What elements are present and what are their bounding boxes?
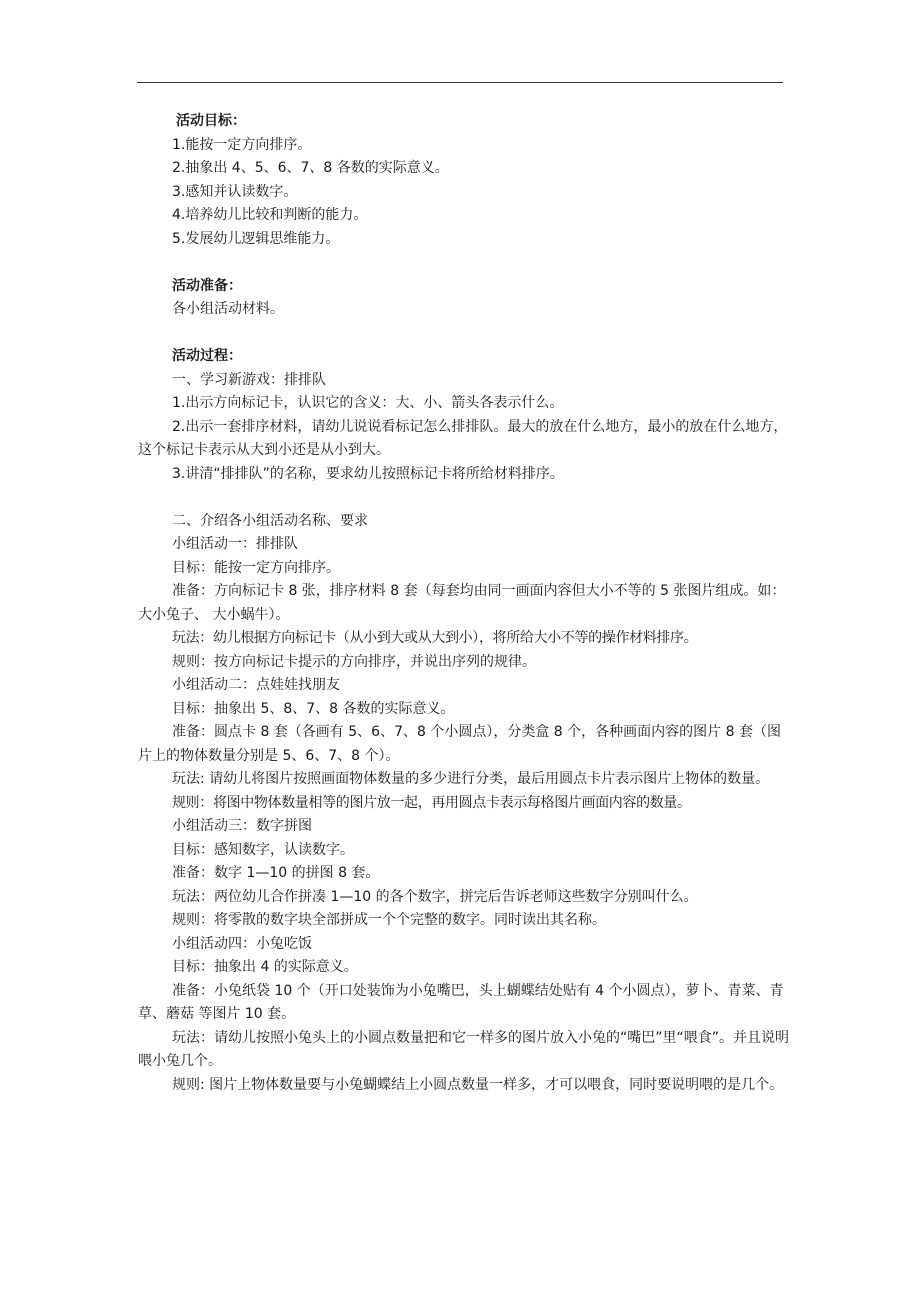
group3-name: 小组活动三：数字拼图 [172,818,312,834]
process-heading: 活动过程： [172,348,242,364]
part1-step-2: 2.出示一套排序材料，请幼儿说说看标记怎么排排队。最大的放在什么地方，最小的放在什么地方，这个标记卡表示从大到小还是从小到大。 [138,418,788,458]
group4-rule: 规则: 图片上物体数量要与小兔蝴蝶结上小圆点数量一样多，才可以喂食，同时要说明喂的是几个。 [172,1076,784,1093]
group3-goal: 目标：感知数字，认读数字。 [172,841,354,858]
group4-name: 小组活动四：小兔吃饭 [172,935,312,952]
goal-item-3: 3.感知并认读数字。 [172,183,298,200]
part2-title: 二、介绍各小组活动名称、要求 [172,512,368,529]
group2-play: 玩法: 请幼儿将图片按照画面物体数量的多少进行分类，最后用圆点卡片表示图片上物体的数量。 [172,771,770,787]
prep-text: 各小组活动材料。 [172,301,284,317]
group4-prep: 准备：小兔纸袋 10 个（开口处装饰为小兔嘴巴，头上蝴蝶结处贴有 4 个小圆点），萝卜、青菜、青草、蘑菇 等图片 10 套。 [138,982,784,1022]
goal-item-5: 5.发展幼儿逻辑思维能力。 [172,230,340,247]
group1-name: 小组活动一：排排队 [172,536,298,552]
group2-goal: 目标：抽象出 5、8、7、8 各数的实际意义。 [172,700,455,717]
group2-prep: 准备：圆点卡 8 套（各画有 5、6、7、8 个小圆点），分类盒 8 个，各种画面内容的图片 8 套（图片上的物体数量分别是 5、6、7、8 个）。 [138,724,781,764]
group2-name: 小组活动二：点娃娃找朋友 [172,677,340,693]
group4-goal: 目标：抽象出 4 的实际意义。 [172,959,358,975]
group1-play: 玩法：幼儿根据方向标记卡（从小到大或从大到小），将所给大小不等的操作材料排序。 [172,630,698,646]
goal-item-2: 2.抽象出 4、5、6、7、8 各数的实际意义。 [172,160,449,176]
goals-heading: 活动目标： [176,113,246,129]
group3-play: 玩法：两位幼儿合作拼凑 1—10 的各个数字，拼完后告诉老师这些数字分别叫什么。 [172,888,698,905]
group2-rule: 规则：将图中物体数量相等的图片放一起，再用圆点卡表示每格图片画面内容的数量。 [172,794,691,811]
goal-item-1: 1.能按一定方向排序。 [172,136,312,153]
group1-prep: 准备：方向标记卡 8 张，排序材料 8 套（每套均由同一画面内容但大小不等的 5 张图片组成。如：大小兔子、 大小蜗牛）。 [138,583,786,623]
document-body [138,110,790,1097]
part1-title: 一、学习新游戏：排排队 [172,371,326,388]
group3-prep: 准备：数字 1—10 的拼图 8 套。 [172,865,380,881]
part1-step-1: 1.出示方向标记卡，认识它的含义：大、小、箭头各表示什么。 [172,395,564,411]
group3-rule: 规则：将零散的数字块全部拼成一个个完整的数字。同时读出其名称。 [172,912,606,928]
header-rule [137,82,783,83]
goal-item-4: 4.培养幼儿比较和判断的能力。 [172,207,368,223]
prep-heading: 活动准备： [172,277,242,294]
group1-rule: 规则：按方向标记卡提示的方向排序，并说出序列的规律。 [172,653,536,670]
group4-play: 玩法：请幼儿按照小兔头上的小圆点数量把和它一样多的图片放入小兔的“嘴巴”里“喂食”。并且说明 喂小兔几个。 [138,1029,790,1069]
group1-goal: 目标：能按一定方向排序。 [172,559,340,576]
part1-step-3: 3.讲清“排排队”的名称，要求幼儿按照标记卡将所给材料排序。 [172,465,564,482]
